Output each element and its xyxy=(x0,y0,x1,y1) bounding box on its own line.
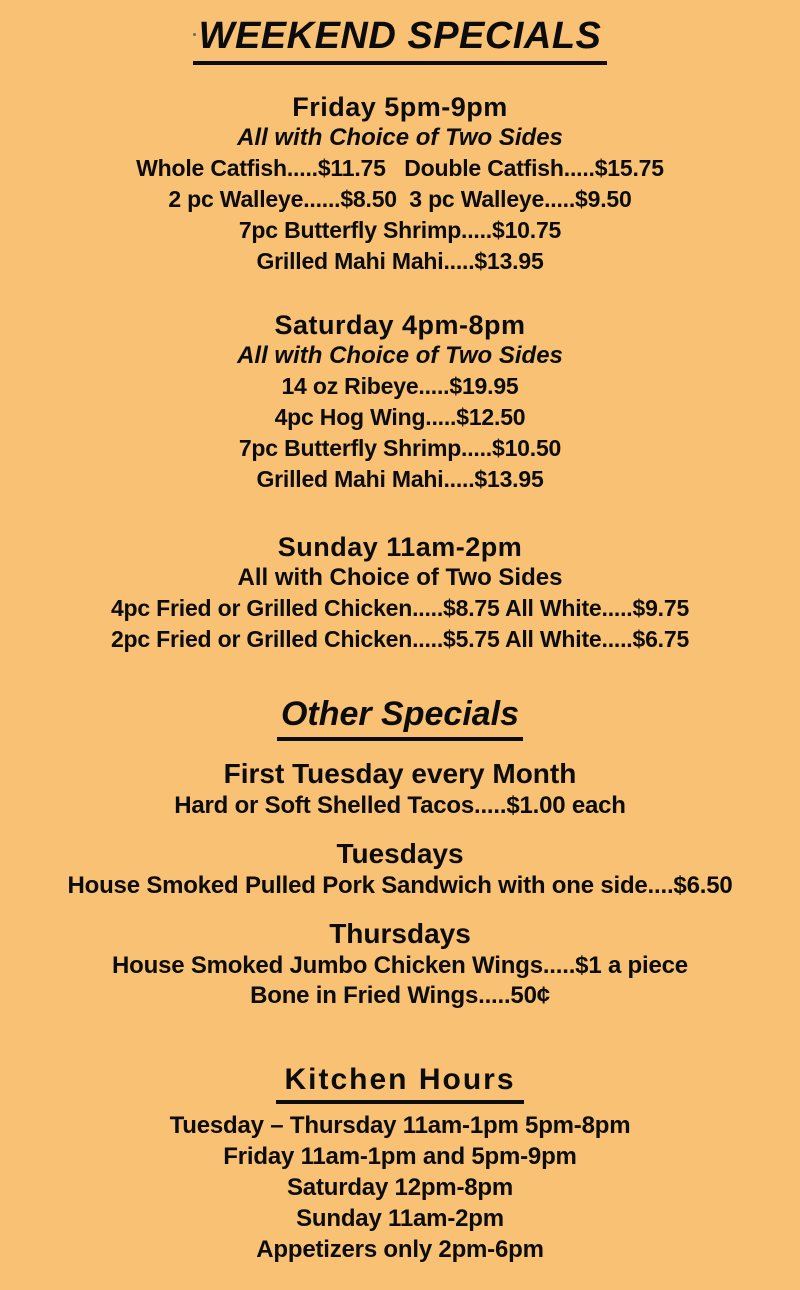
menu-item-mahi-mahi-sat: Grilled Mahi Mahi.....$13.95 xyxy=(256,466,544,492)
sunday-note: All with Choice of Two Sides xyxy=(237,564,563,591)
menu-item-butterfly-shrimp-sat: 7pc Butterfly Shrimp.....$10.50 xyxy=(238,435,562,461)
other-specials-title xyxy=(0,695,800,741)
friday-note: All with Choice of Two Sides xyxy=(237,124,563,151)
specials-menu xyxy=(0,15,800,1265)
menu-item-hog-wing: 4pc Hog Wing.....$12.50 xyxy=(274,404,526,430)
saturday-section xyxy=(0,309,800,495)
hours-friday: Friday 11am-1pm and 5pm-9pm xyxy=(223,1143,577,1170)
tuesdays-heading: Tuesdays xyxy=(336,838,464,869)
menu-item-jumbo-wings: House Smoked Jumbo Chicken Wings.....$1 a piece xyxy=(112,952,688,979)
menu-item-fried-wings: Bone in Fried Wings.....50¢ xyxy=(250,982,550,1009)
thursdays-group xyxy=(0,917,800,1011)
sunday-section xyxy=(0,531,800,655)
menu-item-walleye: 2 pc Walleye......$8.50 3 pc Walleye.....$9.50 xyxy=(168,186,632,212)
menu-item-4pc-chicken: 4pc Fried or Grilled Chicken.....$8.75 All White.....$9.75 xyxy=(110,595,690,621)
kitchen-hours-title-text: Kitchen Hours xyxy=(276,1063,523,1104)
friday-heading: Friday 5pm-9pm xyxy=(292,92,508,122)
tuesdays-group xyxy=(0,837,800,901)
menu-item-tacos: Hard or Soft Shelled Tacos.....$1.00 each xyxy=(174,792,626,819)
hours-tue-thu: Tuesday – Thursday 11am-1pm 5pm-8pm xyxy=(169,1112,631,1139)
friday-section xyxy=(0,91,800,277)
first-tuesday-group xyxy=(0,757,800,821)
page-title xyxy=(0,15,800,65)
first-tuesday-heading: First Tuesday every Month xyxy=(223,758,577,789)
hours-sunday: Sunday 11am-2pm xyxy=(296,1205,504,1232)
menu-item-pulled-pork: House Smoked Pulled Pork Sandwich with one side....$6.50 xyxy=(67,872,733,899)
stray-dot xyxy=(193,33,196,36)
menu-item-ribeye: 14 oz Ribeye.....$19.95 xyxy=(281,373,519,399)
other-specials-title-text: Other Specials xyxy=(277,695,523,741)
menu-item-mahi-mahi-fri: Grilled Mahi Mahi.....$13.95 xyxy=(256,248,544,274)
saturday-note: All with Choice of Two Sides xyxy=(237,342,563,369)
page-title-text: WEEKEND SPECIALS xyxy=(193,15,608,65)
thursdays-heading: Thursdays xyxy=(329,918,471,949)
saturday-heading: Saturday 4pm-8pm xyxy=(274,310,526,340)
hours-saturday: Saturday 12pm-8pm xyxy=(286,1174,513,1201)
hours-appetizers: Appetizers only 2pm-6pm xyxy=(256,1236,544,1263)
sunday-heading: Sunday 11am-2pm xyxy=(277,532,523,562)
kitchen-hours-section xyxy=(0,1063,800,1265)
menu-item-butterfly-shrimp-fri: 7pc Butterfly Shrimp.....$10.75 xyxy=(238,217,562,243)
menu-item-catfish: Whole Catfish.....$11.75 Double Catfish.....$15.75 xyxy=(136,155,664,181)
kitchen-hours-title xyxy=(0,1063,800,1104)
menu-item-2pc-chicken: 2pc Fried or Grilled Chicken.....$5.75 All White.....$6.75 xyxy=(110,626,690,652)
